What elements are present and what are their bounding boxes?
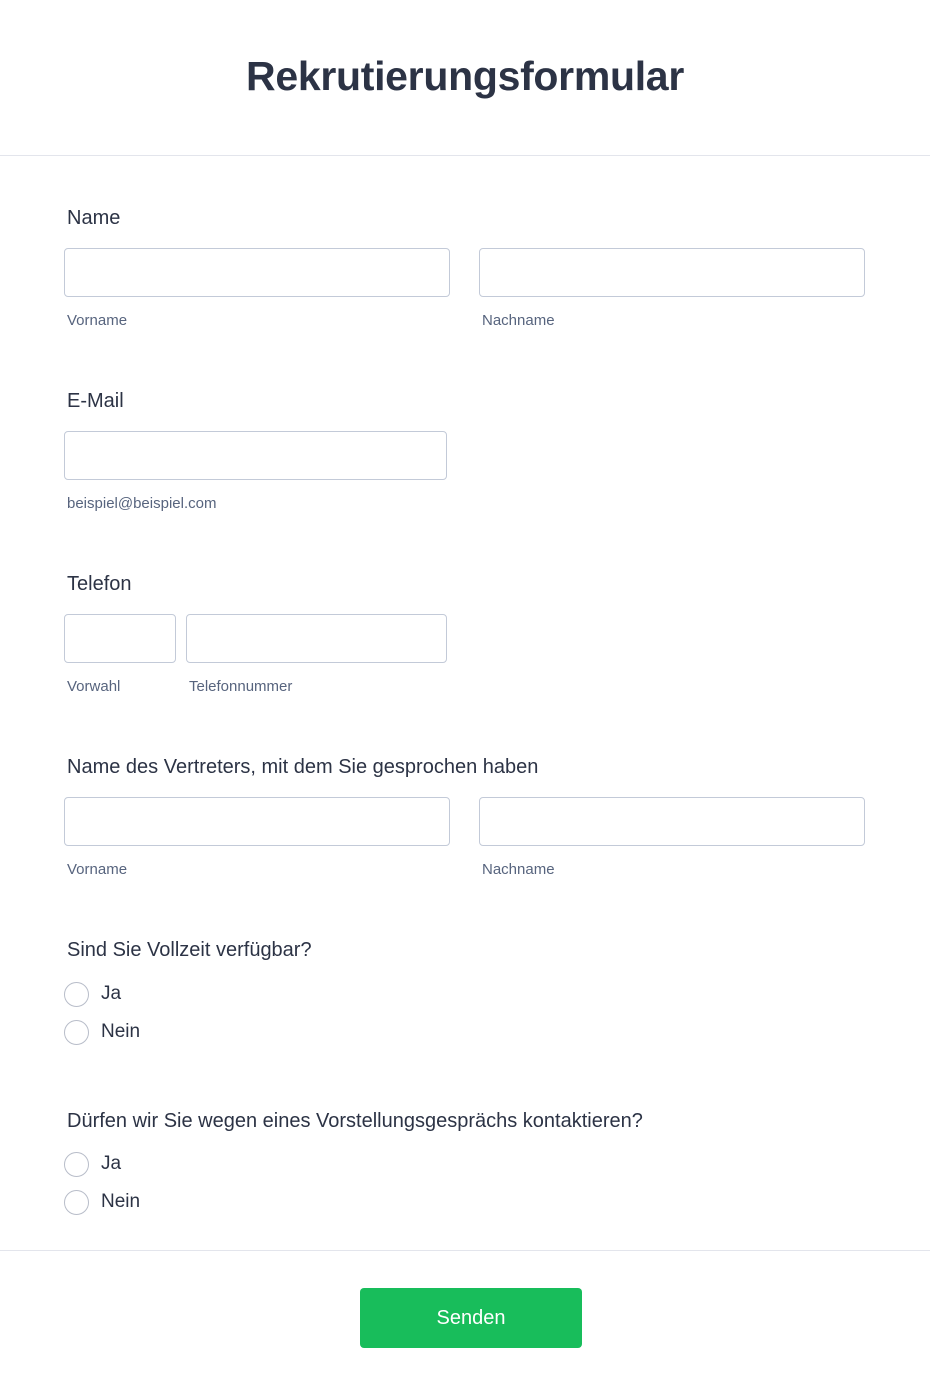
representative-first-sublabel: Vorname: [67, 861, 128, 878]
email-sublabel: beispiel@beispiel.com: [67, 495, 217, 512]
interview-option-yes[interactable]: [64, 1151, 121, 1177]
radio-circle-icon[interactable]: [64, 982, 89, 1007]
radio-circle-icon[interactable]: [64, 1152, 89, 1177]
representative-last-input[interactable]: [479, 797, 865, 846]
phone-label: Telefon: [67, 573, 132, 595]
fulltime-label: Sind Sie Vollzeit verfügbar?: [67, 939, 312, 961]
fulltime-option-yes-label: Ja: [101, 983, 122, 1004]
interview-option-yes-label: Ja: [101, 1153, 122, 1174]
email-label: E-Mail: [67, 390, 124, 412]
interview-option-no[interactable]: [64, 1189, 140, 1215]
radio-circle-icon[interactable]: [64, 1020, 89, 1045]
representative-label: Name des Vertreters, mit dem Sie gesprochen haben: [67, 756, 539, 778]
footer-divider: [0, 1250, 930, 1251]
form-title: Rekrutierungsformular: [246, 53, 684, 99]
phone-area-sublabel: Vorwahl: [67, 678, 121, 695]
fulltime-option-no[interactable]: [64, 1019, 140, 1045]
name-first-sublabel: Vorname: [67, 312, 128, 329]
interview-label: Dürfen wir Sie wegen eines Vorstellungsgesprächs kontaktieren?: [67, 1110, 643, 1132]
phone-number-sublabel: Telefonnummer: [189, 678, 293, 695]
name-label: Name: [67, 207, 121, 229]
email-input[interactable]: [64, 431, 447, 480]
form-header: [0, 0, 930, 156]
fulltime-option-no-label: Nein: [101, 1021, 141, 1042]
submit-button[interactable]: Senden: [360, 1288, 582, 1348]
name-last-sublabel: Nachname: [482, 312, 555, 329]
phone-area-input[interactable]: [64, 614, 176, 663]
representative-first-input[interactable]: [64, 797, 450, 846]
radio-circle-icon[interactable]: [64, 1190, 89, 1215]
representative-last-sublabel: Nachname: [482, 861, 555, 878]
name-last-input[interactable]: [479, 248, 865, 297]
name-first-input[interactable]: [64, 248, 450, 297]
phone-number-input[interactable]: [186, 614, 447, 663]
interview-option-no-label: Nein: [101, 1191, 141, 1212]
fulltime-option-yes[interactable]: [64, 981, 121, 1007]
